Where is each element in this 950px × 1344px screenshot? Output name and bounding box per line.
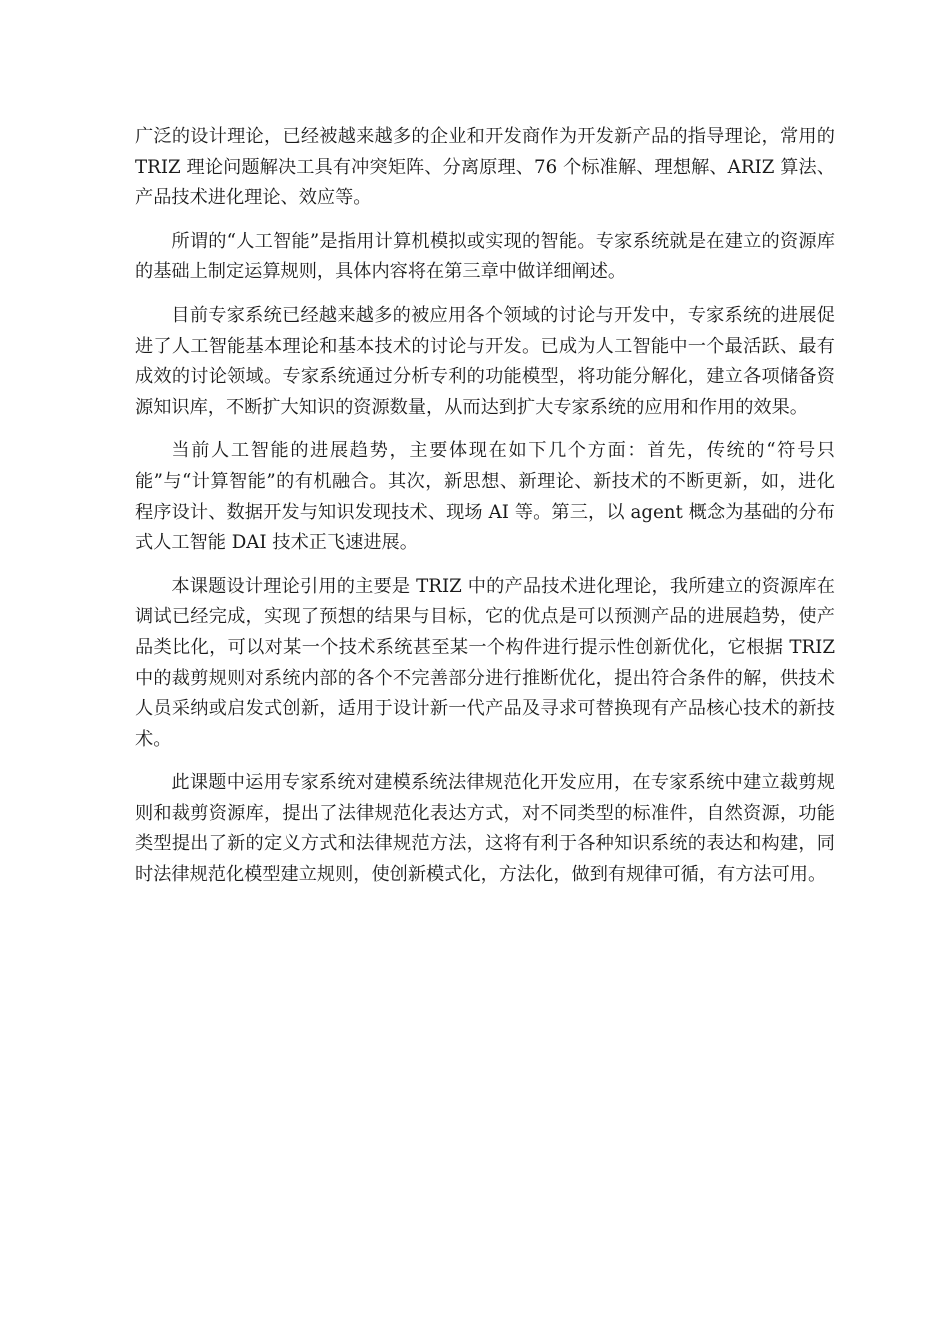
paragraph-triz-tools: 广泛的设计理论，已经被越来越多的企业和开发商作为开发新产品的指导理论，常用的 TRIZ 理论问题解决工具有冲突矩阵、分离原理、76 个标准解、理想解、ARIZ 算法、产品技术进化理论、效应等。 (135, 126, 835, 209)
paragraph-ai-trends: 当前人工智能的进展趋势，主要体现在如下几个方面：首先，传统的“符号只能”与“计算智能”的有机融合。其次，新思想、新理论、新技术的不断更新，如，进化程序设计、数据开发与知识发现技术、现场 AI 等。第三，以 agent 概念为基础的分布式人工智能 DAI 技术正飞速进展。 (135, 440, 835, 554)
paragraph-expert-system-progress: 目前专家系统已经越来越多的被应用各个领域的讨论与开发中，专家系统的进展促进了人工智能基本理论和基本技术的讨论与开发。已成为人工智能中一个最活跃、最有成效的讨论领域。专家系统通过分析专利的功能模型，将功能分解化，建立各项储备资源知识库，不断扩大知识的资源数量，从而达到扩大专家系统的应用和作用的效果。 (135, 304, 835, 418)
paragraph-project-application: 此课题中运用专家系统对建模系统法律规范化开发应用，在专家系统中建立裁剪规则和裁剪资源库，提出了法律规范化表达方式，对不同类型的标准件，自然资源，功能类型提出了新的定义方式和法律规范方法，这将有利于各种知识系统的表达和构建，同时法律规范化模型建立规则，使创新模式化，方法化，做到有规律可循，有方法可用。 (135, 772, 835, 886)
paragraph-ai-definition: 所谓的“人工智能”是指用计算机模拟或实现的智能。专家系统就是在建立的资源库的基础上制定运算规则，具体内容将在第三章中做详细阐述。 (135, 230, 835, 283)
paragraph-project-theory: 本课题设计理论引用的主要是 TRIZ 中的产品技术进化理论，我所建立的资源库在调试已经完成，实现了预想的结果与目标，它的优点是可以预测产品的进展趋势，使产品类比化，可以对某一个技术系统甚至某一个构件进行提示性创新优化，它根据 TRIZ 中的裁剪规则对系统内部的各个不完善部分进行推断优化，提出符合条件的解，供技术人员采纳或启发式创新，适用于设计新一代产品及寻求可替换现有产品核心技术的新技术。 (135, 575, 835, 750)
body-text (135, 122, 835, 904)
